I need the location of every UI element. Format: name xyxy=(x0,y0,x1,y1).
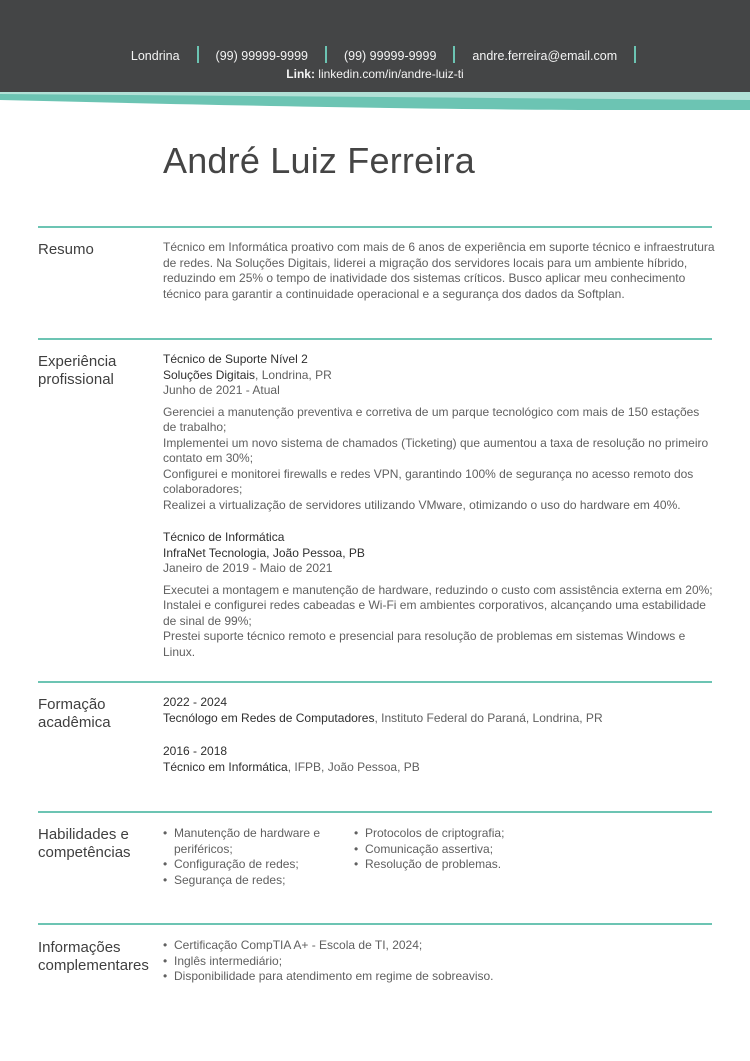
section-divider xyxy=(38,923,712,925)
job-role: Técnico de Suporte Nível 2 xyxy=(163,352,308,366)
summary-title: Resumo xyxy=(38,241,94,258)
section-divider xyxy=(38,338,712,340)
education-entry xyxy=(163,695,715,726)
additional-list xyxy=(163,938,715,985)
additional-title xyxy=(38,939,158,975)
job-achievement: Executei a montagem e manutenção de hardware, reduzindo o custo com assistência externa em 20%; xyxy=(163,582,713,597)
city: Londrina xyxy=(130,49,180,63)
skills-title xyxy=(38,826,158,862)
skill-item: • Comunicação assertiva; xyxy=(354,842,654,858)
job-period: Janeiro de 2019 - Maio de 2021 xyxy=(163,561,333,575)
job-entry xyxy=(163,530,715,660)
email-link[interactable]: andre.ferreira@email.com xyxy=(472,49,618,63)
skills-title-line1: Habilidades e xyxy=(38,826,129,843)
experience-title-line2: profissional xyxy=(38,371,114,388)
education-title-line1: Formação xyxy=(38,696,106,713)
additional-item: • Inglês intermediário; xyxy=(163,954,715,970)
skill-item: • Manutenção de hardware e periféricos; xyxy=(163,826,354,857)
education-institution: , IFPB, João Pessoa, PB xyxy=(287,759,420,774)
education-years: 2022 - 2024 xyxy=(163,695,228,709)
contact-header xyxy=(0,0,750,92)
section-divider xyxy=(38,226,712,228)
candidate-name: André Luiz Ferreira xyxy=(163,140,475,181)
skill-item: • Configuração de redes; xyxy=(163,857,354,873)
education-institution: , Instituto Federal do Paraná, Londrina, PR xyxy=(374,710,603,725)
summary-text: Técnico em Informática proativo com mais de 6 anos de experiência em suporte técnico e infraestrutura de redes. Na Soluções Digitais, liderei a migração dos servidores locais para um ambiente híbrido, reduzindo em 25% o tempo de inatividade dos sistemas críticos. Busco aplicar meu conhecimento técnico para garantir a continuidade operacional e a segurança dos dados da Softplan. xyxy=(163,240,715,301)
linkedin-link[interactable]: linkedin.com/in/andre-luiz-ti xyxy=(318,67,464,81)
phone-primary: (99) 99999-9999 xyxy=(215,49,308,63)
education-degree-line xyxy=(163,711,715,727)
job-company: Soluções Digitais xyxy=(163,367,256,382)
divider xyxy=(634,46,636,63)
education-entry xyxy=(163,744,715,775)
education-years: 2016 - 2018 xyxy=(163,744,228,758)
header-accent-wave xyxy=(0,92,750,112)
job-achievements xyxy=(163,583,715,661)
additional-title-line2: complementares xyxy=(38,957,149,974)
job-entry xyxy=(163,352,715,513)
job-achievements xyxy=(163,405,715,514)
education-title xyxy=(38,696,158,732)
skill-item: • Protocolos de criptografia; xyxy=(354,826,654,842)
job-company-line xyxy=(163,368,715,384)
skills-list xyxy=(163,826,715,888)
skill-item: • Resolução de problemas. xyxy=(354,857,654,873)
skills-column xyxy=(163,826,354,888)
job-achievement: Prestei suporte técnico remoto e presencial para resolução de problemas em sistemas Windows e Linux. xyxy=(163,629,686,659)
additional-item: • Disponibilidade para atendimento em regime de sobreaviso. xyxy=(163,969,715,985)
job-role: Técnico de Informática xyxy=(163,530,285,544)
job-achievement: Instalei e configurei redes cabeadas e Wi-Fi em ambientes corporativos, alcançando uma estabilidade de sinal de 99%; xyxy=(163,598,706,628)
experience-title-line1: Experiência xyxy=(38,353,117,370)
contact-row xyxy=(0,46,750,63)
job-company-line xyxy=(163,546,715,562)
skill-item: • Segurança de redes; xyxy=(163,873,354,889)
education-title-line2: acadêmica xyxy=(38,714,111,731)
job-achievement: Configurei e monitorei firewalls e redes VPN, garantindo 100% de segurança no acesso remoto dos colaboradores; xyxy=(163,466,694,496)
job-achievement: Realizei a virtualização de servidores utilizando VMware, otimizando o uso do hardware em 40%. xyxy=(163,497,681,512)
phone-secondary: (99) 99999-9999 xyxy=(343,49,437,63)
additional-title-line1: Informações xyxy=(38,939,121,956)
job-achievement: Implementei um novo sistema de chamados (Ticketing) que aumentou a taxa de resolução no primeiro contato em 30%; xyxy=(163,435,709,465)
experience-title xyxy=(38,353,158,389)
job-achievement: Gerenciei a manutenção preventiva e corretiva de um parque tecnológico com mais de 150 estações de trabalho; xyxy=(163,404,700,434)
job-period: Junho de 2021 - Atual xyxy=(163,383,280,397)
section-divider xyxy=(38,681,712,683)
skills-title-line2: competências xyxy=(38,844,131,861)
link-label: Link: xyxy=(286,67,315,81)
job-company: InfraNet Tecnologia, João Pessoa, PB xyxy=(163,545,365,560)
education-degree: Técnico em Informática xyxy=(163,759,288,774)
additional-item: • Certificação CompTIA A+ - Escola de TI, 2024; xyxy=(163,938,715,954)
job-location: , Londrina, PR xyxy=(255,367,332,382)
link-row xyxy=(0,67,750,81)
education-degree: Tecnólogo em Redes de Computadores xyxy=(163,710,375,725)
skills-column xyxy=(354,826,654,888)
education-degree-line xyxy=(163,760,715,776)
section-divider xyxy=(38,811,712,813)
